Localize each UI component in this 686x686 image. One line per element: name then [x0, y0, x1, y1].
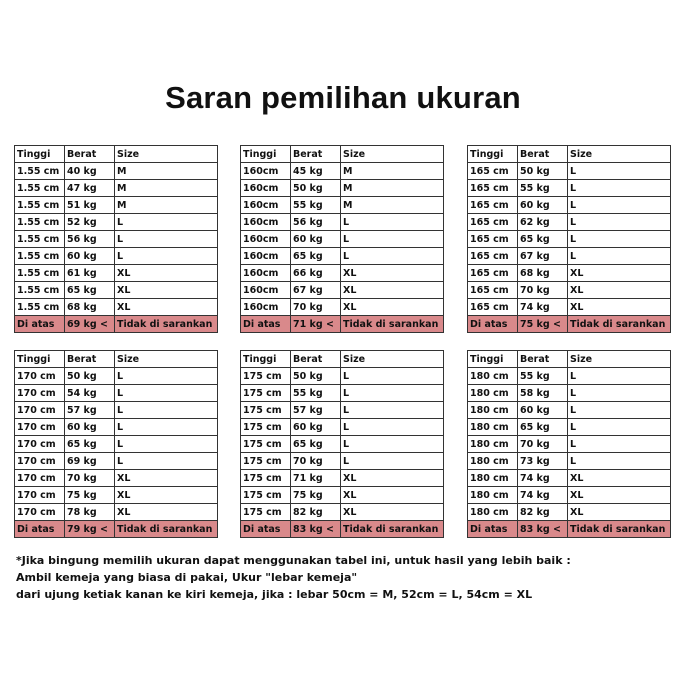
table-row: [15, 197, 218, 214]
table-row: [241, 197, 444, 214]
weight-cell: 65 kg: [518, 419, 568, 436]
weight-cell: 69 kg: [65, 453, 115, 470]
weight-cell: 58 kg: [518, 385, 568, 402]
table-row: [241, 282, 444, 299]
note-line: Ambil kemeja yang biasa di pakai, Ukur "lebar kemeja": [16, 571, 358, 584]
table-header-row: [15, 351, 218, 368]
weight-cell: 65 kg: [65, 436, 115, 453]
height-cell: 160cm: [241, 214, 291, 231]
size-cell: XL: [341, 265, 444, 282]
size-cell: L: [341, 214, 444, 231]
note-line: *Jika bingung memilih ukuran dapat menggunakan tabel ini, untuk hasil yang lebih baik :: [16, 554, 571, 567]
weight-cell: 74 kg: [518, 487, 568, 504]
height-cell: 160cm: [241, 197, 291, 214]
not-recommended-row: [241, 521, 444, 538]
height-cell: 165 cm: [468, 214, 518, 231]
height-cell: 170 cm: [15, 470, 65, 487]
table-row: [468, 470, 671, 487]
weight-cell: Berat: [65, 351, 115, 368]
height-cell: 165 cm: [468, 299, 518, 316]
height-cell: Di atas: [468, 316, 518, 333]
height-cell: 165 cm: [468, 248, 518, 265]
height-cell: Tinggi: [15, 351, 65, 368]
weight-cell: 68 kg: [518, 265, 568, 282]
height-cell: 165 cm: [468, 265, 518, 282]
size-cell: L: [115, 402, 218, 419]
table-row: [15, 453, 218, 470]
height-cell: 1.55 cm: [15, 197, 65, 214]
height-cell: 180 cm: [468, 368, 518, 385]
weight-cell: 74 kg: [518, 299, 568, 316]
table-row: [241, 214, 444, 231]
height-cell: 160cm: [241, 265, 291, 282]
size-cell: XL: [115, 487, 218, 504]
weight-cell: Berat: [518, 146, 568, 163]
height-cell: Di atas: [241, 521, 291, 538]
size-cell: L: [341, 402, 444, 419]
size-cell: XL: [341, 299, 444, 316]
height-cell: Tinggi: [241, 146, 291, 163]
table-row: [241, 487, 444, 504]
weight-cell: Berat: [291, 146, 341, 163]
table-row: [15, 436, 218, 453]
size-table: [467, 350, 671, 538]
height-cell: 170 cm: [15, 504, 65, 521]
height-cell: 160cm: [241, 248, 291, 265]
table-row: [241, 402, 444, 419]
height-cell: 175 cm: [241, 402, 291, 419]
weight-cell: 40 kg: [65, 163, 115, 180]
size-cell: L: [568, 231, 671, 248]
table-row: [468, 299, 671, 316]
weight-cell: 52 kg: [65, 214, 115, 231]
height-cell: 1.55 cm: [15, 265, 65, 282]
height-cell: 165 cm: [468, 163, 518, 180]
table-row: [241, 504, 444, 521]
height-cell: 1.55 cm: [15, 163, 65, 180]
not-recommended-row: [241, 316, 444, 333]
size-cell: L: [115, 419, 218, 436]
table-row: [15, 487, 218, 504]
weight-cell: 70 kg: [65, 470, 115, 487]
height-cell: Di atas: [468, 521, 518, 538]
size-cell: M: [341, 163, 444, 180]
size-cell: XL: [115, 265, 218, 282]
weight-cell: Berat: [518, 351, 568, 368]
table-row: [468, 231, 671, 248]
height-cell: 175 cm: [241, 470, 291, 487]
table-row: [15, 504, 218, 521]
table-header-row: [15, 146, 218, 163]
weight-cell: 65 kg: [518, 231, 568, 248]
height-cell: 175 cm: [241, 504, 291, 521]
size-cell: L: [568, 419, 671, 436]
height-cell: Tinggi: [468, 146, 518, 163]
table-row: [468, 402, 671, 419]
weight-cell: 70 kg: [518, 436, 568, 453]
size-cell: L: [341, 453, 444, 470]
table-row: [468, 487, 671, 504]
height-cell: 180 cm: [468, 385, 518, 402]
not-recommended-row: [468, 521, 671, 538]
size-cell: L: [568, 436, 671, 453]
height-cell: 160cm: [241, 231, 291, 248]
size-table: [240, 350, 444, 538]
height-cell: 175 cm: [241, 368, 291, 385]
height-cell: 160cm: [241, 299, 291, 316]
height-cell: 170 cm: [15, 402, 65, 419]
size-cell: Tidak di sarankan: [341, 316, 444, 333]
height-cell: 1.55 cm: [15, 231, 65, 248]
weight-cell: 60 kg: [291, 419, 341, 436]
size-cell: L: [568, 180, 671, 197]
height-cell: 1.55 cm: [15, 248, 65, 265]
size-cell: XL: [568, 299, 671, 316]
size-cell: XL: [115, 470, 218, 487]
height-cell: 1.55 cm: [15, 299, 65, 316]
weight-cell: 69 kg <: [65, 316, 115, 333]
table-row: [15, 265, 218, 282]
height-cell: 165 cm: [468, 231, 518, 248]
table-row: [468, 265, 671, 282]
table-row: [468, 214, 671, 231]
size-cell: Tidak di sarankan: [115, 316, 218, 333]
weight-cell: 75 kg: [291, 487, 341, 504]
size-cell: M: [115, 163, 218, 180]
size-cell: L: [115, 436, 218, 453]
size-cell: L: [568, 385, 671, 402]
table-row: [241, 299, 444, 316]
size-cell: M: [115, 197, 218, 214]
weight-cell: 75 kg <: [518, 316, 568, 333]
size-cell: XL: [568, 470, 671, 487]
weight-cell: 50 kg: [291, 368, 341, 385]
size-cell: L: [115, 385, 218, 402]
size-cell: L: [568, 197, 671, 214]
weight-cell: 50 kg: [291, 180, 341, 197]
table-row: [468, 368, 671, 385]
height-cell: Tinggi: [15, 146, 65, 163]
weight-cell: 60 kg: [518, 197, 568, 214]
size-cell: Size: [568, 351, 671, 368]
table-row: [15, 180, 218, 197]
weight-cell: 55 kg: [291, 197, 341, 214]
size-cell: L: [568, 248, 671, 265]
weight-cell: 60 kg: [518, 402, 568, 419]
weight-cell: 47 kg: [65, 180, 115, 197]
size-cell: XL: [341, 470, 444, 487]
size-cell: L: [341, 231, 444, 248]
height-cell: 180 cm: [468, 453, 518, 470]
size-cell: Size: [568, 146, 671, 163]
table-row: [15, 282, 218, 299]
table-row: [241, 385, 444, 402]
height-cell: Di atas: [241, 316, 291, 333]
table-row: [15, 163, 218, 180]
height-cell: 160cm: [241, 180, 291, 197]
size-cell: L: [115, 453, 218, 470]
not-recommended-row: [468, 316, 671, 333]
height-cell: 175 cm: [241, 487, 291, 504]
height-cell: 165 cm: [468, 282, 518, 299]
size-cell: L: [341, 385, 444, 402]
height-cell: 175 cm: [241, 385, 291, 402]
table-row: [468, 282, 671, 299]
height-cell: 180 cm: [468, 470, 518, 487]
table-row: [241, 453, 444, 470]
table-header-row: [468, 351, 671, 368]
not-recommended-row: [15, 521, 218, 538]
weight-cell: 55 kg: [291, 385, 341, 402]
table-row: [468, 419, 671, 436]
height-cell: Tinggi: [241, 351, 291, 368]
notes-block: [16, 552, 676, 603]
weight-cell: 65 kg: [291, 248, 341, 265]
height-cell: 180 cm: [468, 419, 518, 436]
height-cell: 180 cm: [468, 402, 518, 419]
table-header-row: [241, 351, 444, 368]
table-header-row: [468, 146, 671, 163]
weight-cell: 57 kg: [65, 402, 115, 419]
weight-cell: 67 kg: [291, 282, 341, 299]
table-row: [241, 419, 444, 436]
table-row: [15, 470, 218, 487]
weight-cell: 45 kg: [291, 163, 341, 180]
table-row: [468, 436, 671, 453]
size-cell: XL: [115, 504, 218, 521]
size-cell: Size: [341, 146, 444, 163]
height-cell: 180 cm: [468, 436, 518, 453]
table-row: [468, 197, 671, 214]
size-cell: Size: [115, 351, 218, 368]
size-cell: L: [568, 402, 671, 419]
weight-cell: 71 kg <: [291, 316, 341, 333]
weight-cell: 65 kg: [291, 436, 341, 453]
table-row: [241, 265, 444, 282]
size-cell: Tidak di sarankan: [341, 521, 444, 538]
weight-cell: 66 kg: [291, 265, 341, 282]
size-cell: L: [115, 248, 218, 265]
table-row: [241, 436, 444, 453]
size-cell: L: [341, 248, 444, 265]
table-row: [15, 299, 218, 316]
table-row: [241, 368, 444, 385]
height-cell: 1.55 cm: [15, 214, 65, 231]
size-cell: XL: [341, 282, 444, 299]
height-cell: 165 cm: [468, 180, 518, 197]
size-cell: M: [341, 180, 444, 197]
height-cell: 175 cm: [241, 453, 291, 470]
table-row: [15, 248, 218, 265]
size-table: [467, 145, 671, 333]
weight-cell: 56 kg: [65, 231, 115, 248]
height-cell: 180 cm: [468, 504, 518, 521]
size-cell: Size: [115, 146, 218, 163]
height-cell: 1.55 cm: [15, 180, 65, 197]
weight-cell: 54 kg: [65, 385, 115, 402]
height-cell: 170 cm: [15, 436, 65, 453]
size-cell: M: [341, 197, 444, 214]
weight-cell: 67 kg: [518, 248, 568, 265]
height-cell: 160cm: [241, 282, 291, 299]
weight-cell: 62 kg: [518, 214, 568, 231]
table-row: [15, 231, 218, 248]
weight-cell: Berat: [65, 146, 115, 163]
height-cell: 160cm: [241, 163, 291, 180]
weight-cell: 57 kg: [291, 402, 341, 419]
size-table: [240, 145, 444, 333]
table-row: [15, 385, 218, 402]
size-cell: Size: [341, 351, 444, 368]
weight-cell: 56 kg: [291, 214, 341, 231]
table-row: [468, 163, 671, 180]
height-cell: 1.55 cm: [15, 282, 65, 299]
size-cell: L: [115, 214, 218, 231]
weight-cell: 50 kg: [65, 368, 115, 385]
weight-cell: 82 kg: [518, 504, 568, 521]
size-cell: XL: [115, 282, 218, 299]
height-cell: 170 cm: [15, 368, 65, 385]
weight-cell: 51 kg: [65, 197, 115, 214]
height-cell: 170 cm: [15, 385, 65, 402]
height-cell: 165 cm: [468, 197, 518, 214]
table-row: [15, 368, 218, 385]
height-cell: Di atas: [15, 521, 65, 538]
height-cell: 170 cm: [15, 453, 65, 470]
table-row: [468, 504, 671, 521]
weight-cell: 61 kg: [65, 265, 115, 282]
weight-cell: 75 kg: [65, 487, 115, 504]
size-cell: XL: [341, 487, 444, 504]
weight-cell: 55 kg: [518, 368, 568, 385]
size-cell: L: [341, 419, 444, 436]
weight-cell: 83 kg <: [291, 521, 341, 538]
size-cell: L: [341, 368, 444, 385]
size-cell: XL: [115, 299, 218, 316]
table-row: [468, 248, 671, 265]
size-cell: XL: [568, 504, 671, 521]
size-cell: L: [115, 231, 218, 248]
size-cell: XL: [341, 504, 444, 521]
note-line: dari ujung ketiak kanan ke kiri kemeja, jika : lebar 50cm = M, 52cm = L, 54cm = XL: [16, 588, 533, 601]
weight-cell: 79 kg <: [65, 521, 115, 538]
size-cell: XL: [568, 487, 671, 504]
table-row: [241, 231, 444, 248]
size-cell: XL: [568, 265, 671, 282]
size-cell: L: [568, 163, 671, 180]
size-cell: M: [115, 180, 218, 197]
weight-cell: 60 kg: [291, 231, 341, 248]
weight-cell: 60 kg: [65, 248, 115, 265]
not-recommended-row: [15, 316, 218, 333]
table-row: [241, 180, 444, 197]
size-table: [14, 350, 218, 538]
weight-cell: 73 kg: [518, 453, 568, 470]
table-header-row: [241, 146, 444, 163]
weight-cell: 70 kg: [291, 453, 341, 470]
size-cell: L: [341, 436, 444, 453]
weight-cell: 83 kg <: [518, 521, 568, 538]
height-cell: 175 cm: [241, 436, 291, 453]
weight-cell: 82 kg: [291, 504, 341, 521]
height-cell: Di atas: [15, 316, 65, 333]
weight-cell: 60 kg: [65, 419, 115, 436]
height-cell: 170 cm: [15, 487, 65, 504]
weight-cell: 70 kg: [518, 282, 568, 299]
size-cell: L: [568, 214, 671, 231]
height-cell: Tinggi: [468, 351, 518, 368]
table-row: [15, 419, 218, 436]
table-row: [15, 214, 218, 231]
height-cell: 180 cm: [468, 487, 518, 504]
size-cell: L: [568, 453, 671, 470]
table-row: [15, 402, 218, 419]
size-cell: Tidak di sarankan: [115, 521, 218, 538]
weight-cell: 68 kg: [65, 299, 115, 316]
table-row: [241, 163, 444, 180]
table-row: [468, 385, 671, 402]
weight-cell: 50 kg: [518, 163, 568, 180]
table-row: [241, 248, 444, 265]
weight-cell: 70 kg: [291, 299, 341, 316]
size-table: [14, 145, 218, 333]
weight-cell: Berat: [291, 351, 341, 368]
table-row: [468, 180, 671, 197]
table-row: [241, 470, 444, 487]
height-cell: 175 cm: [241, 419, 291, 436]
size-cell: Tidak di sarankan: [568, 316, 671, 333]
size-cell: Tidak di sarankan: [568, 521, 671, 538]
weight-cell: 78 kg: [65, 504, 115, 521]
size-cell: L: [568, 368, 671, 385]
weight-cell: 71 kg: [291, 470, 341, 487]
height-cell: 170 cm: [15, 419, 65, 436]
page-title: Saran pemilihan ukuran: [165, 80, 521, 115]
size-cell: XL: [568, 282, 671, 299]
weight-cell: 65 kg: [65, 282, 115, 299]
weight-cell: 55 kg: [518, 180, 568, 197]
size-cell: L: [115, 368, 218, 385]
weight-cell: 74 kg: [518, 470, 568, 487]
table-row: [468, 453, 671, 470]
